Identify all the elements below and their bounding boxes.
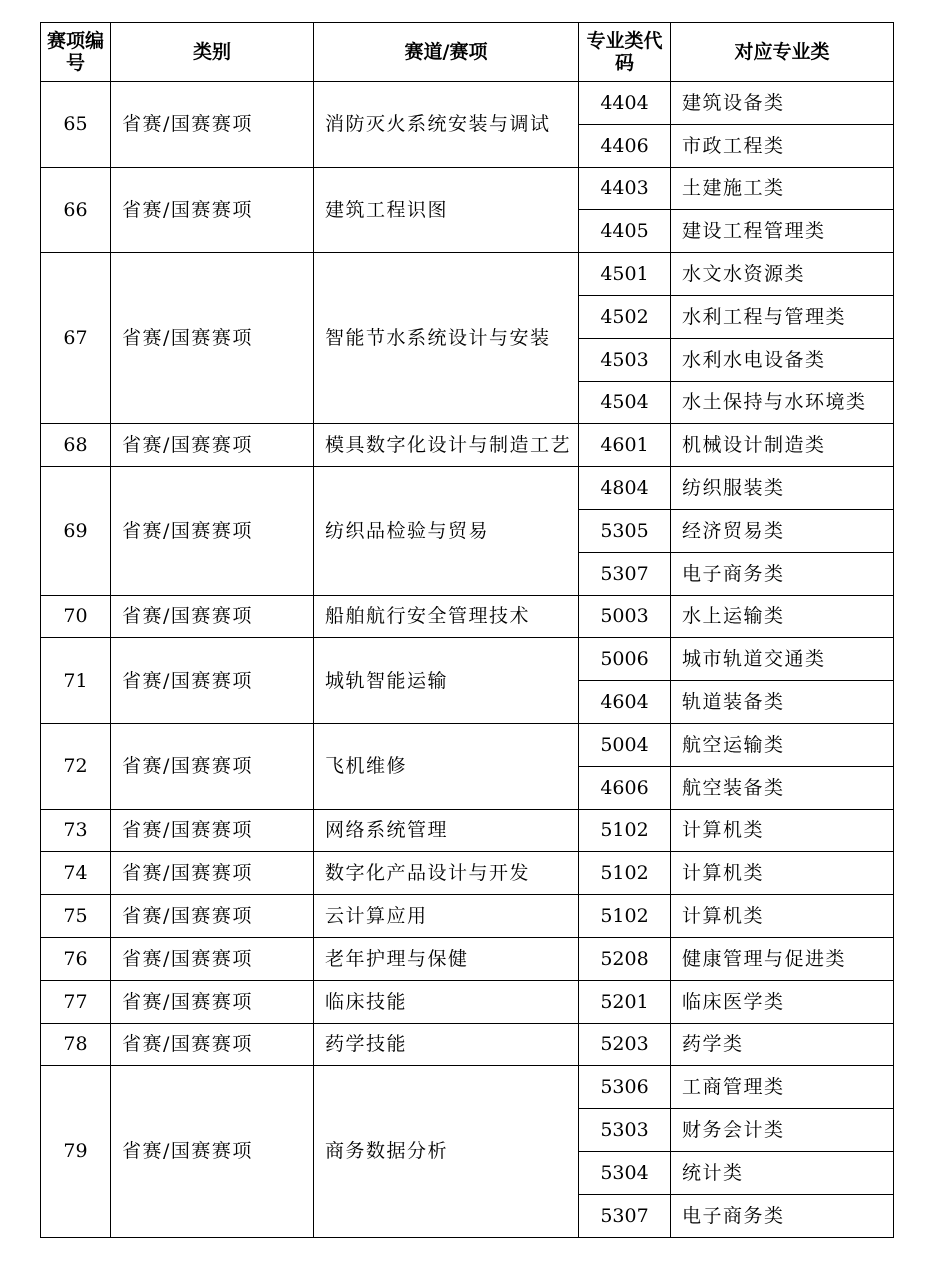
major-code: 4406 [579, 124, 671, 167]
row-category: 省赛/国赛赛项 [111, 852, 314, 895]
row-event: 云计算应用 [314, 895, 579, 938]
row-category: 省赛/国赛赛项 [111, 1023, 314, 1066]
row-event: 飞机维修 [314, 723, 579, 809]
row-category: 省赛/国赛赛项 [111, 82, 314, 168]
row-event: 数字化产品设计与开发 [314, 852, 579, 895]
row-category: 省赛/国赛赛项 [111, 723, 314, 809]
row-no: 73 [41, 809, 111, 852]
row-no: 66 [41, 167, 111, 253]
row-category: 省赛/国赛赛项 [111, 895, 314, 938]
major-name: 健康管理与促进类 [671, 937, 894, 980]
row-no: 79 [41, 1066, 111, 1237]
row-event: 建筑工程识图 [314, 167, 579, 253]
major-name: 航空装备类 [671, 766, 894, 809]
major-code: 5201 [579, 980, 671, 1023]
table-body [41, 82, 894, 1238]
row-no: 70 [41, 595, 111, 638]
major-name: 统计类 [671, 1151, 894, 1194]
header-category: 类别 [111, 23, 314, 82]
row-no: 65 [41, 82, 111, 168]
major-name: 经济贸易类 [671, 509, 894, 552]
major-name: 水土保持与水环境类 [671, 381, 894, 424]
major-name: 工商管理类 [671, 1066, 894, 1109]
major-code: 5303 [579, 1109, 671, 1152]
major-name: 水利工程与管理类 [671, 295, 894, 338]
table-row [41, 937, 894, 980]
row-no: 72 [41, 723, 111, 809]
table-row [41, 809, 894, 852]
major-code: 4404 [579, 82, 671, 125]
major-code: 5102 [579, 809, 671, 852]
major-code: 4405 [579, 210, 671, 253]
major-code: 5006 [579, 638, 671, 681]
major-code: 4804 [579, 467, 671, 510]
row-event: 商务数据分析 [314, 1066, 579, 1237]
major-code: 5208 [579, 937, 671, 980]
row-event: 城轨智能运输 [314, 638, 579, 724]
row-no: 74 [41, 852, 111, 895]
major-code: 5203 [579, 1023, 671, 1066]
major-code: 5306 [579, 1066, 671, 1109]
major-name: 计算机类 [671, 809, 894, 852]
header-code: 专业类代码 [579, 23, 671, 82]
row-category: 省赛/国赛赛项 [111, 638, 314, 724]
row-category: 省赛/国赛赛项 [111, 253, 314, 424]
major-name: 纺织服装类 [671, 467, 894, 510]
row-category: 省赛/国赛赛项 [111, 467, 314, 595]
major-name: 轨道装备类 [671, 681, 894, 724]
major-code: 4504 [579, 381, 671, 424]
row-no: 77 [41, 980, 111, 1023]
row-no: 75 [41, 895, 111, 938]
major-name: 计算机类 [671, 852, 894, 895]
row-event: 模具数字化设计与制造工艺 [314, 424, 579, 467]
major-code: 4606 [579, 766, 671, 809]
table-row [41, 638, 894, 681]
major-code: 5102 [579, 852, 671, 895]
major-name: 机械设计制造类 [671, 424, 894, 467]
major-code: 5307 [579, 1194, 671, 1237]
row-category: 省赛/国赛赛项 [111, 980, 314, 1023]
row-no: 78 [41, 1023, 111, 1066]
row-no: 67 [41, 253, 111, 424]
major-code: 4503 [579, 338, 671, 381]
major-name: 电子商务类 [671, 552, 894, 595]
table-row [41, 82, 894, 125]
row-event: 智能节水系统设计与安装 [314, 253, 579, 424]
table-row [41, 1066, 894, 1109]
major-code: 5304 [579, 1151, 671, 1194]
table-row [41, 595, 894, 638]
row-no: 68 [41, 424, 111, 467]
major-name: 临床医学类 [671, 980, 894, 1023]
major-code: 4501 [579, 253, 671, 296]
row-category: 省赛/国赛赛项 [111, 1066, 314, 1237]
table-row [41, 253, 894, 296]
row-category: 省赛/国赛赛项 [111, 809, 314, 852]
major-code: 5102 [579, 895, 671, 938]
major-name: 水上运输类 [671, 595, 894, 638]
major-name: 建筑设备类 [671, 82, 894, 125]
row-no: 76 [41, 937, 111, 980]
major-name: 水利水电设备类 [671, 338, 894, 381]
row-category: 省赛/国赛赛项 [111, 937, 314, 980]
row-event: 消防灭火系统安装与调试 [314, 82, 579, 168]
header-row [41, 23, 894, 82]
table-row [41, 424, 894, 467]
major-name: 建设工程管理类 [671, 210, 894, 253]
row-category: 省赛/国赛赛项 [111, 424, 314, 467]
major-code: 5305 [579, 509, 671, 552]
major-name: 电子商务类 [671, 1194, 894, 1237]
major-name: 财务会计类 [671, 1109, 894, 1152]
header-major: 对应专业类 [671, 23, 894, 82]
major-name: 计算机类 [671, 895, 894, 938]
row-event: 临床技能 [314, 980, 579, 1023]
table-row [41, 1023, 894, 1066]
table-row [41, 895, 894, 938]
competition-table [40, 22, 894, 1238]
major-name: 市政工程类 [671, 124, 894, 167]
major-name: 航空运输类 [671, 723, 894, 766]
row-event: 药学技能 [314, 1023, 579, 1066]
row-no: 71 [41, 638, 111, 724]
header-event: 赛道/赛项 [314, 23, 579, 82]
major-code: 4601 [579, 424, 671, 467]
major-code: 4403 [579, 167, 671, 210]
header-no: 赛项编号 [41, 23, 111, 82]
row-category: 省赛/国赛赛项 [111, 595, 314, 638]
table-row [41, 467, 894, 510]
row-event: 网络系统管理 [314, 809, 579, 852]
major-name: 城市轨道交通类 [671, 638, 894, 681]
major-name: 土建施工类 [671, 167, 894, 210]
table-row [41, 167, 894, 210]
major-name: 药学类 [671, 1023, 894, 1066]
major-name: 水文水资源类 [671, 253, 894, 296]
table-row [41, 980, 894, 1023]
row-event: 老年护理与保健 [314, 937, 579, 980]
row-no: 69 [41, 467, 111, 595]
row-event: 船舶航行安全管理技术 [314, 595, 579, 638]
major-code: 4604 [579, 681, 671, 724]
table-row [41, 852, 894, 895]
row-category: 省赛/国赛赛项 [111, 167, 314, 253]
major-code: 5003 [579, 595, 671, 638]
major-code: 4502 [579, 295, 671, 338]
major-code: 5004 [579, 723, 671, 766]
row-event: 纺织品检验与贸易 [314, 467, 579, 595]
table-row [41, 723, 894, 766]
major-code: 5307 [579, 552, 671, 595]
